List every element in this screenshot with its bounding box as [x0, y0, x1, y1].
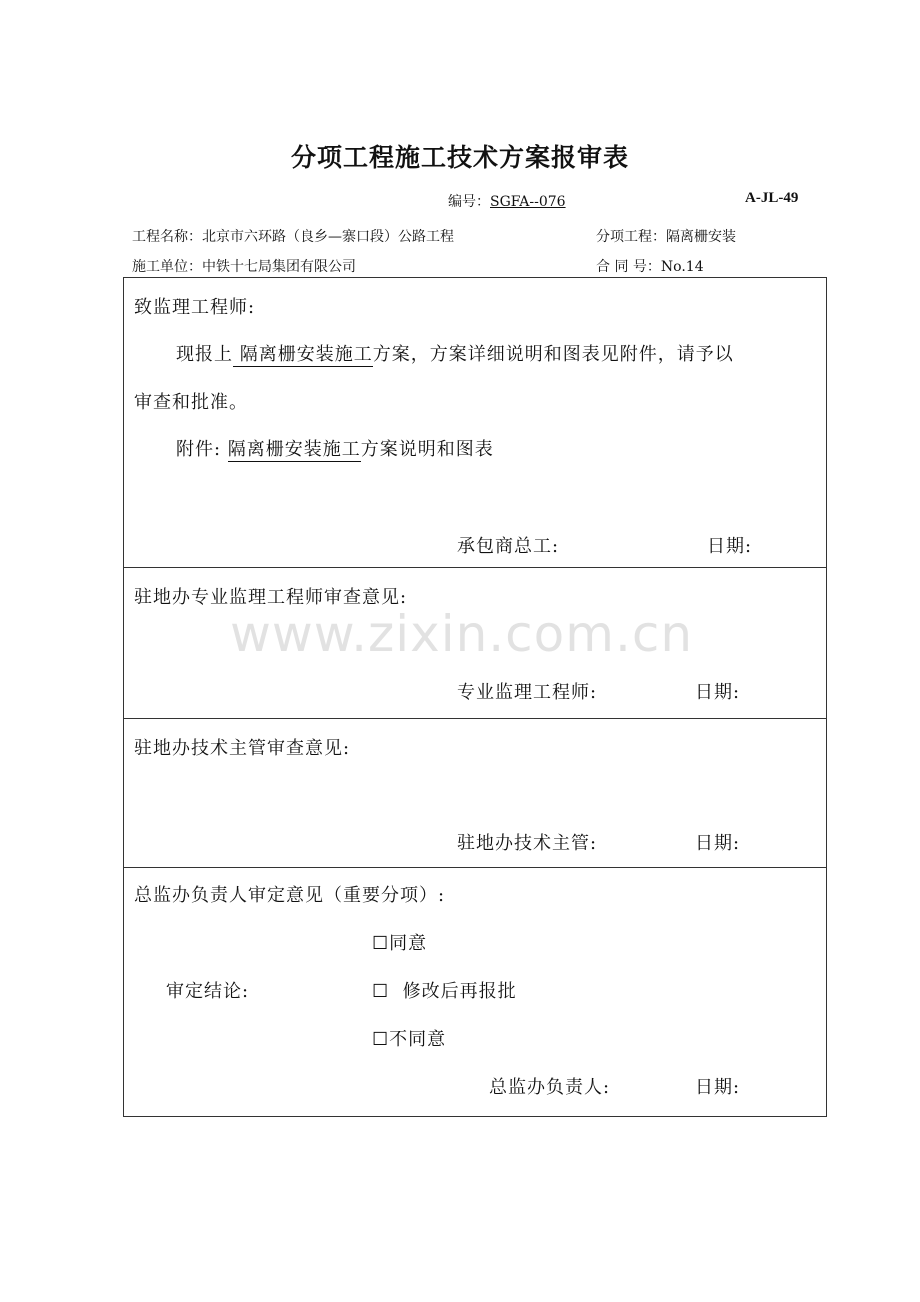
option-agree[interactable]: ☐同意 — [372, 933, 428, 954]
scheme-name-fill: 隔离栅安装施工 — [233, 344, 373, 365]
conclusion-label: 审定结论: — [166, 981, 250, 1002]
greeting: 致监理工程师: — [134, 297, 256, 318]
contractor-label: 施工单位： — [132, 259, 202, 275]
date-label-3: 日期: — [695, 833, 741, 854]
project-name — [132, 226, 454, 246]
sub-project-value: 隔离栅安装 — [666, 229, 736, 245]
sub-project — [596, 226, 736, 246]
chief-sign: 总监办负责人: — [489, 1077, 611, 1098]
sub-project-label: 分项工程： — [596, 229, 666, 245]
contractor-value: 中铁十七局集团有限公司 — [202, 259, 356, 275]
submission-line-2: 审查和批准。 — [134, 392, 248, 413]
tech-manager-review-section — [124, 718, 826, 867]
watermark: www.zixin.com.cn — [230, 605, 694, 663]
attachment-line — [176, 435, 494, 461]
contract-number-value: No.14 — [660, 259, 704, 275]
approval-form-table — [123, 277, 827, 1117]
supervisor-sign: 专业监理工程师: — [457, 682, 598, 703]
contractor — [132, 256, 356, 276]
attachment-prefix: 附件: — [176, 439, 228, 460]
submission-prefix: 现报上 — [176, 344, 233, 365]
contract-number — [596, 256, 704, 276]
form-number — [448, 191, 566, 211]
contract-number-label: 合 同 号： — [596, 259, 661, 275]
form-number-label: 编号： — [448, 194, 490, 210]
chief-approval-heading: 总监办负责人审定意见（重要分项）: — [134, 885, 446, 906]
attachment-fill: 隔离栅安装施工 — [227, 439, 361, 460]
submission-suffix: 方案，方案详细说明和图表见附件，请予以 — [372, 344, 734, 365]
form-number-value: SGFA--076 — [490, 194, 566, 210]
chief-approval-section — [124, 867, 826, 1116]
date-label-4: 日期: — [695, 1077, 741, 1098]
attachment-suffix: 方案说明和图表 — [360, 439, 494, 460]
contractor-engineer-sign: 承包商总工: — [457, 536, 560, 557]
date-label-2: 日期: — [695, 682, 741, 703]
date-label-1: 日期: — [707, 536, 753, 557]
project-name-value: 北京市六环路（良乡—寨口段）公路工程 — [202, 229, 454, 245]
form-code: A-JL-49 — [745, 190, 799, 206]
option-disagree[interactable]: ☐不同意 — [372, 1029, 447, 1050]
tech-manager-review-heading: 驻地办技术主管审查意见: — [134, 738, 351, 759]
option-revise-resubmit[interactable]: ☐ 修改后再报批 — [372, 981, 517, 1002]
supervisor-review-heading: 驻地办专业监理工程师审查意见: — [134, 587, 408, 608]
form-title: 分项工程施工技术方案报审表 — [290, 143, 629, 172]
submission-line-1 — [176, 340, 734, 366]
submission-section — [124, 278, 826, 567]
tech-manager-sign: 驻地办技术主管: — [457, 833, 598, 854]
project-name-label: 工程名称： — [132, 229, 202, 245]
